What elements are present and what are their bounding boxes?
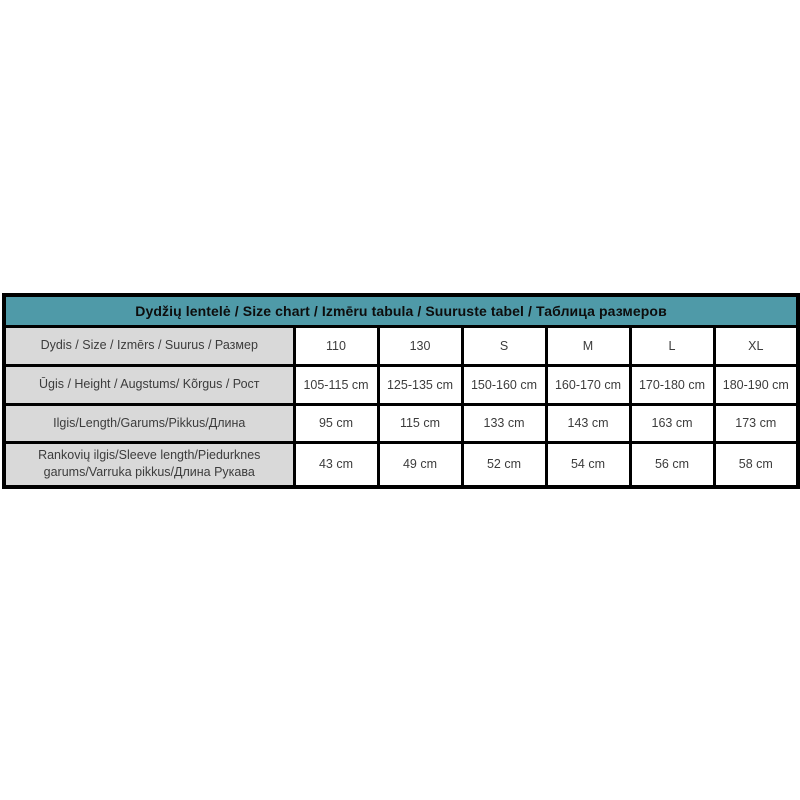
table-row-length [4, 404, 798, 442]
row-label-length: Ilgis/Length/Garums/Pikkus/Длина [4, 404, 294, 442]
cell-length-m: 143 cm [546, 404, 630, 442]
cell-size-110: 110 [294, 326, 378, 365]
cell-sleeve-l: 56 cm [630, 442, 714, 487]
cell-height-m: 160-170 cm [546, 365, 630, 404]
table-row-sleeve [4, 442, 798, 487]
cell-sleeve-m: 54 cm [546, 442, 630, 487]
cell-height-s: 150-160 cm [462, 365, 546, 404]
table-row-size [4, 326, 798, 365]
cell-length-130: 115 cm [378, 404, 462, 442]
table-title: Dydžių lentelė / Size chart / Izmēru tabula / Suuruste tabel / Таблица размеров [4, 295, 798, 326]
cell-size-m: M [546, 326, 630, 365]
cell-sleeve-130: 49 cm [378, 442, 462, 487]
cell-sleeve-110: 43 cm [294, 442, 378, 487]
row-label-height: Ūgis / Height / Augstums/ Kõrgus / Рост [4, 365, 294, 404]
cell-height-xl: 180-190 cm [714, 365, 798, 404]
cell-sleeve-xl: 58 cm [714, 442, 798, 487]
cell-length-110: 95 cm [294, 404, 378, 442]
cell-sleeve-s: 52 cm [462, 442, 546, 487]
cell-size-130: 130 [378, 326, 462, 365]
cell-size-s: S [462, 326, 546, 365]
cell-height-l: 170-180 cm [630, 365, 714, 404]
table-row-height [4, 365, 798, 404]
size-chart-table [2, 293, 800, 489]
row-label-sleeve: Rankovių ilgis/Sleeve length/Piedurknes garums/Varruka pikkus/Длина Рукава [4, 442, 294, 487]
cell-height-130: 125-135 cm [378, 365, 462, 404]
cell-length-l: 163 cm [630, 404, 714, 442]
cell-size-xl: XL [714, 326, 798, 365]
table-title-row [4, 295, 798, 326]
cell-size-l: L [630, 326, 714, 365]
row-label-size: Dydis / Size / Izmērs / Suurus / Размер [4, 326, 294, 365]
cell-height-110: 105-115 cm [294, 365, 378, 404]
cell-length-xl: 173 cm [714, 404, 798, 442]
cell-length-s: 133 cm [462, 404, 546, 442]
